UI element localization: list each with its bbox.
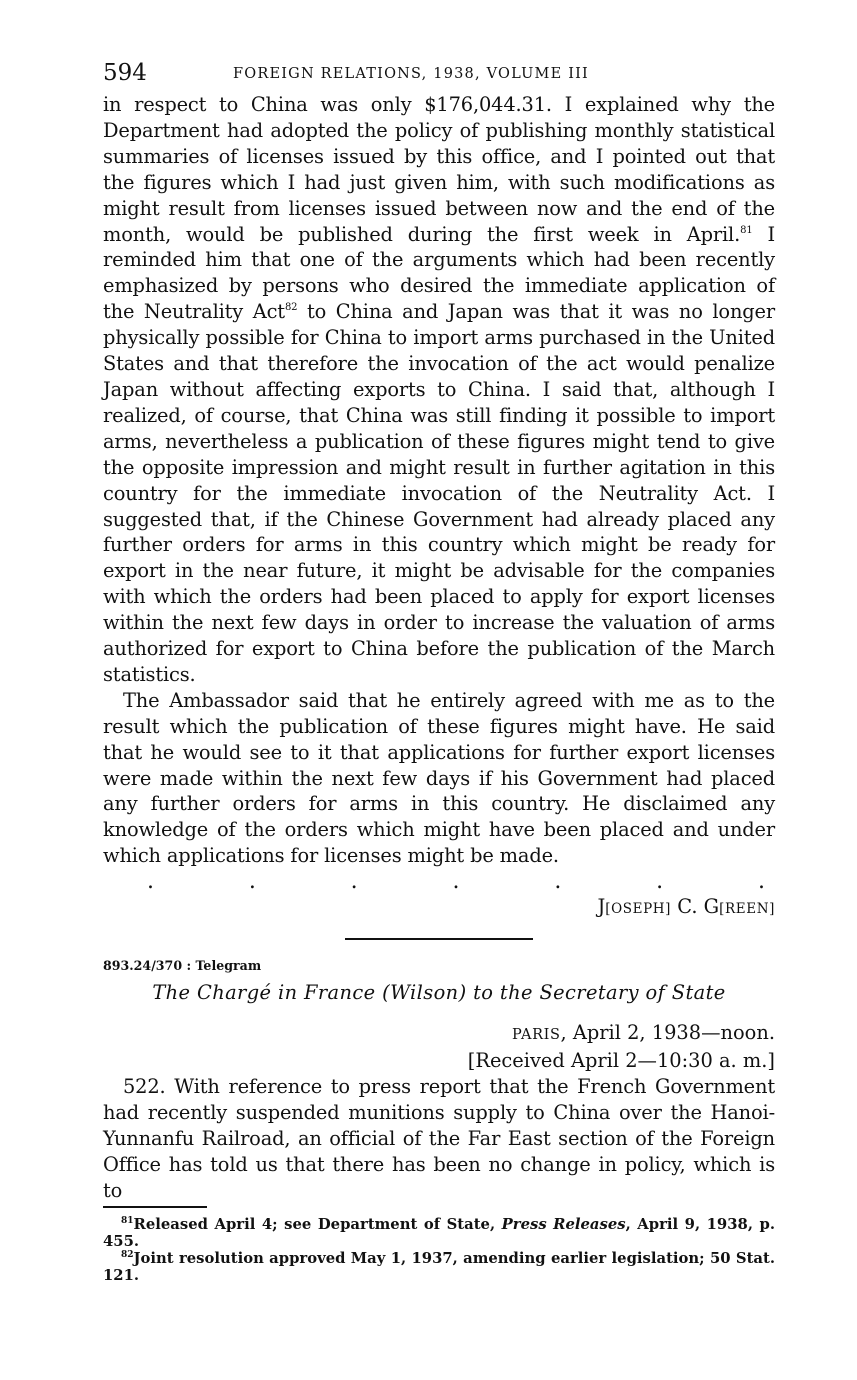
- signature-middle: C. G: [671, 895, 720, 919]
- footnote-ref-81[interactable]: 81: [740, 224, 753, 236]
- omission-ellipsis: [103, 869, 775, 895]
- paragraph-1-text-a: in respect to China was only $176,044.31. I explained why the Department had adopted the policy of publishing monthly statistical summaries of licenses issued by this office, and I pointed out that the figures which I had just given him, with such modifications as might result from licenses issued between now and the end of the month, would be published during the first week in April.: [103, 93, 775, 246]
- ellipsis-dot: .: [147, 869, 154, 895]
- ellipsis-dot: .: [248, 869, 256, 895]
- section-divider: [345, 938, 533, 940]
- ellipsis-dot: .: [350, 869, 358, 895]
- ellipsis-dot: .: [757, 869, 765, 895]
- footnote-mark-82: 82: [121, 1249, 134, 1260]
- signature-first-name: [OSEPH]: [605, 901, 672, 918]
- paragraph-1: [103, 92, 775, 688]
- footnote-divider: [103, 1206, 207, 1208]
- file-reference: 893.24/370 : Telegram: [103, 958, 262, 974]
- footnote-81-source: Press Releases: [501, 1215, 626, 1233]
- place-name: PARIS: [512, 1027, 561, 1044]
- running-title: FOREIGN RELATIONS, 1938, VOLUME III: [233, 66, 589, 82]
- footnote-ref-82[interactable]: 82: [284, 302, 298, 314]
- ellipsis-dot: .: [452, 869, 460, 895]
- page-number: 594: [103, 60, 147, 86]
- date-line: [103, 1020, 775, 1048]
- paragraph-2: The Ambassador said that he entirely agreed with me as to the result which the publication of these figures might have. He said that he would see to it that applications for further export licenses were made within the next few days if his Government had placed any further orders for arms in this country. He disclaimed any knowledge of the orders which might have been placed and under which applications for licenses might be made.: [103, 688, 775, 868]
- paragraph-1-text-c: to China and Japan was that it was no longer physically possible for China to import arms purchased in the United States and that therefore the invocation of the act would penalize Japan without affecting exports to China. I said that, although I realized, of course, that China was still finding it possible to import arms, nevertheless a publication of these figures might tend to give the opposite impression and might result in further agitation in this country for the immediate invocation of the Neutrality Act. I suggested that, if the Chinese Government had already placed any further orders for arms in this country which might be ready for export in the near future, it might be advisable for the companies with which the orders had been placed to apply for export licenses within the next few days in order to increase the valuation of arms authorized for export to China before the publication of the March statistics.: [103, 300, 776, 686]
- signature-initial: J: [597, 895, 606, 919]
- date-time: , April 2, 1938—noon.: [560, 1021, 775, 1045]
- dateline: [103, 1020, 775, 1074]
- footnote-81-text-a: Released April 4; see Department of State,: [133, 1215, 502, 1233]
- footnote-81: [103, 1216, 775, 1250]
- received-line: [Received April 2—10:30 a. m.]: [467, 1049, 775, 1073]
- ellipsis-dot: .: [656, 869, 664, 895]
- page-header: [103, 58, 775, 92]
- telegram-paragraph: 522. With reference to press report that the French Government had recently suspended munitions supply to China over the Hanoi-Yunnanfu Railroad, an official of the Far East section of the Foreign Office has told us that there has been no change in policy, which is to: [103, 1075, 775, 1202]
- footnote-81-text-b: , April 9, 1938, p. 455.: [103, 1215, 775, 1250]
- signature: [103, 895, 775, 918]
- footnote-82: [103, 1250, 775, 1284]
- document-title: The Chargé in France (Wilson) to the Secretary of State: [152, 981, 726, 1005]
- signature-last-name: [REEN]: [719, 901, 775, 918]
- ellipsis-dot: .: [554, 869, 562, 895]
- paragraph-1-text-b: I reminded him that one of the arguments which had been recently emphasized by persons who desired the immediate application of the Neutrality Act: [103, 222, 775, 324]
- document-page: [103, 58, 775, 1284]
- footnotes: [103, 1216, 775, 1284]
- footnote-mark-81: 81: [121, 1215, 134, 1226]
- footnote-82-text: Joint resolution approved May 1, 1937, amending earlier legislation; 50 Stat. 121.: [103, 1249, 775, 1284]
